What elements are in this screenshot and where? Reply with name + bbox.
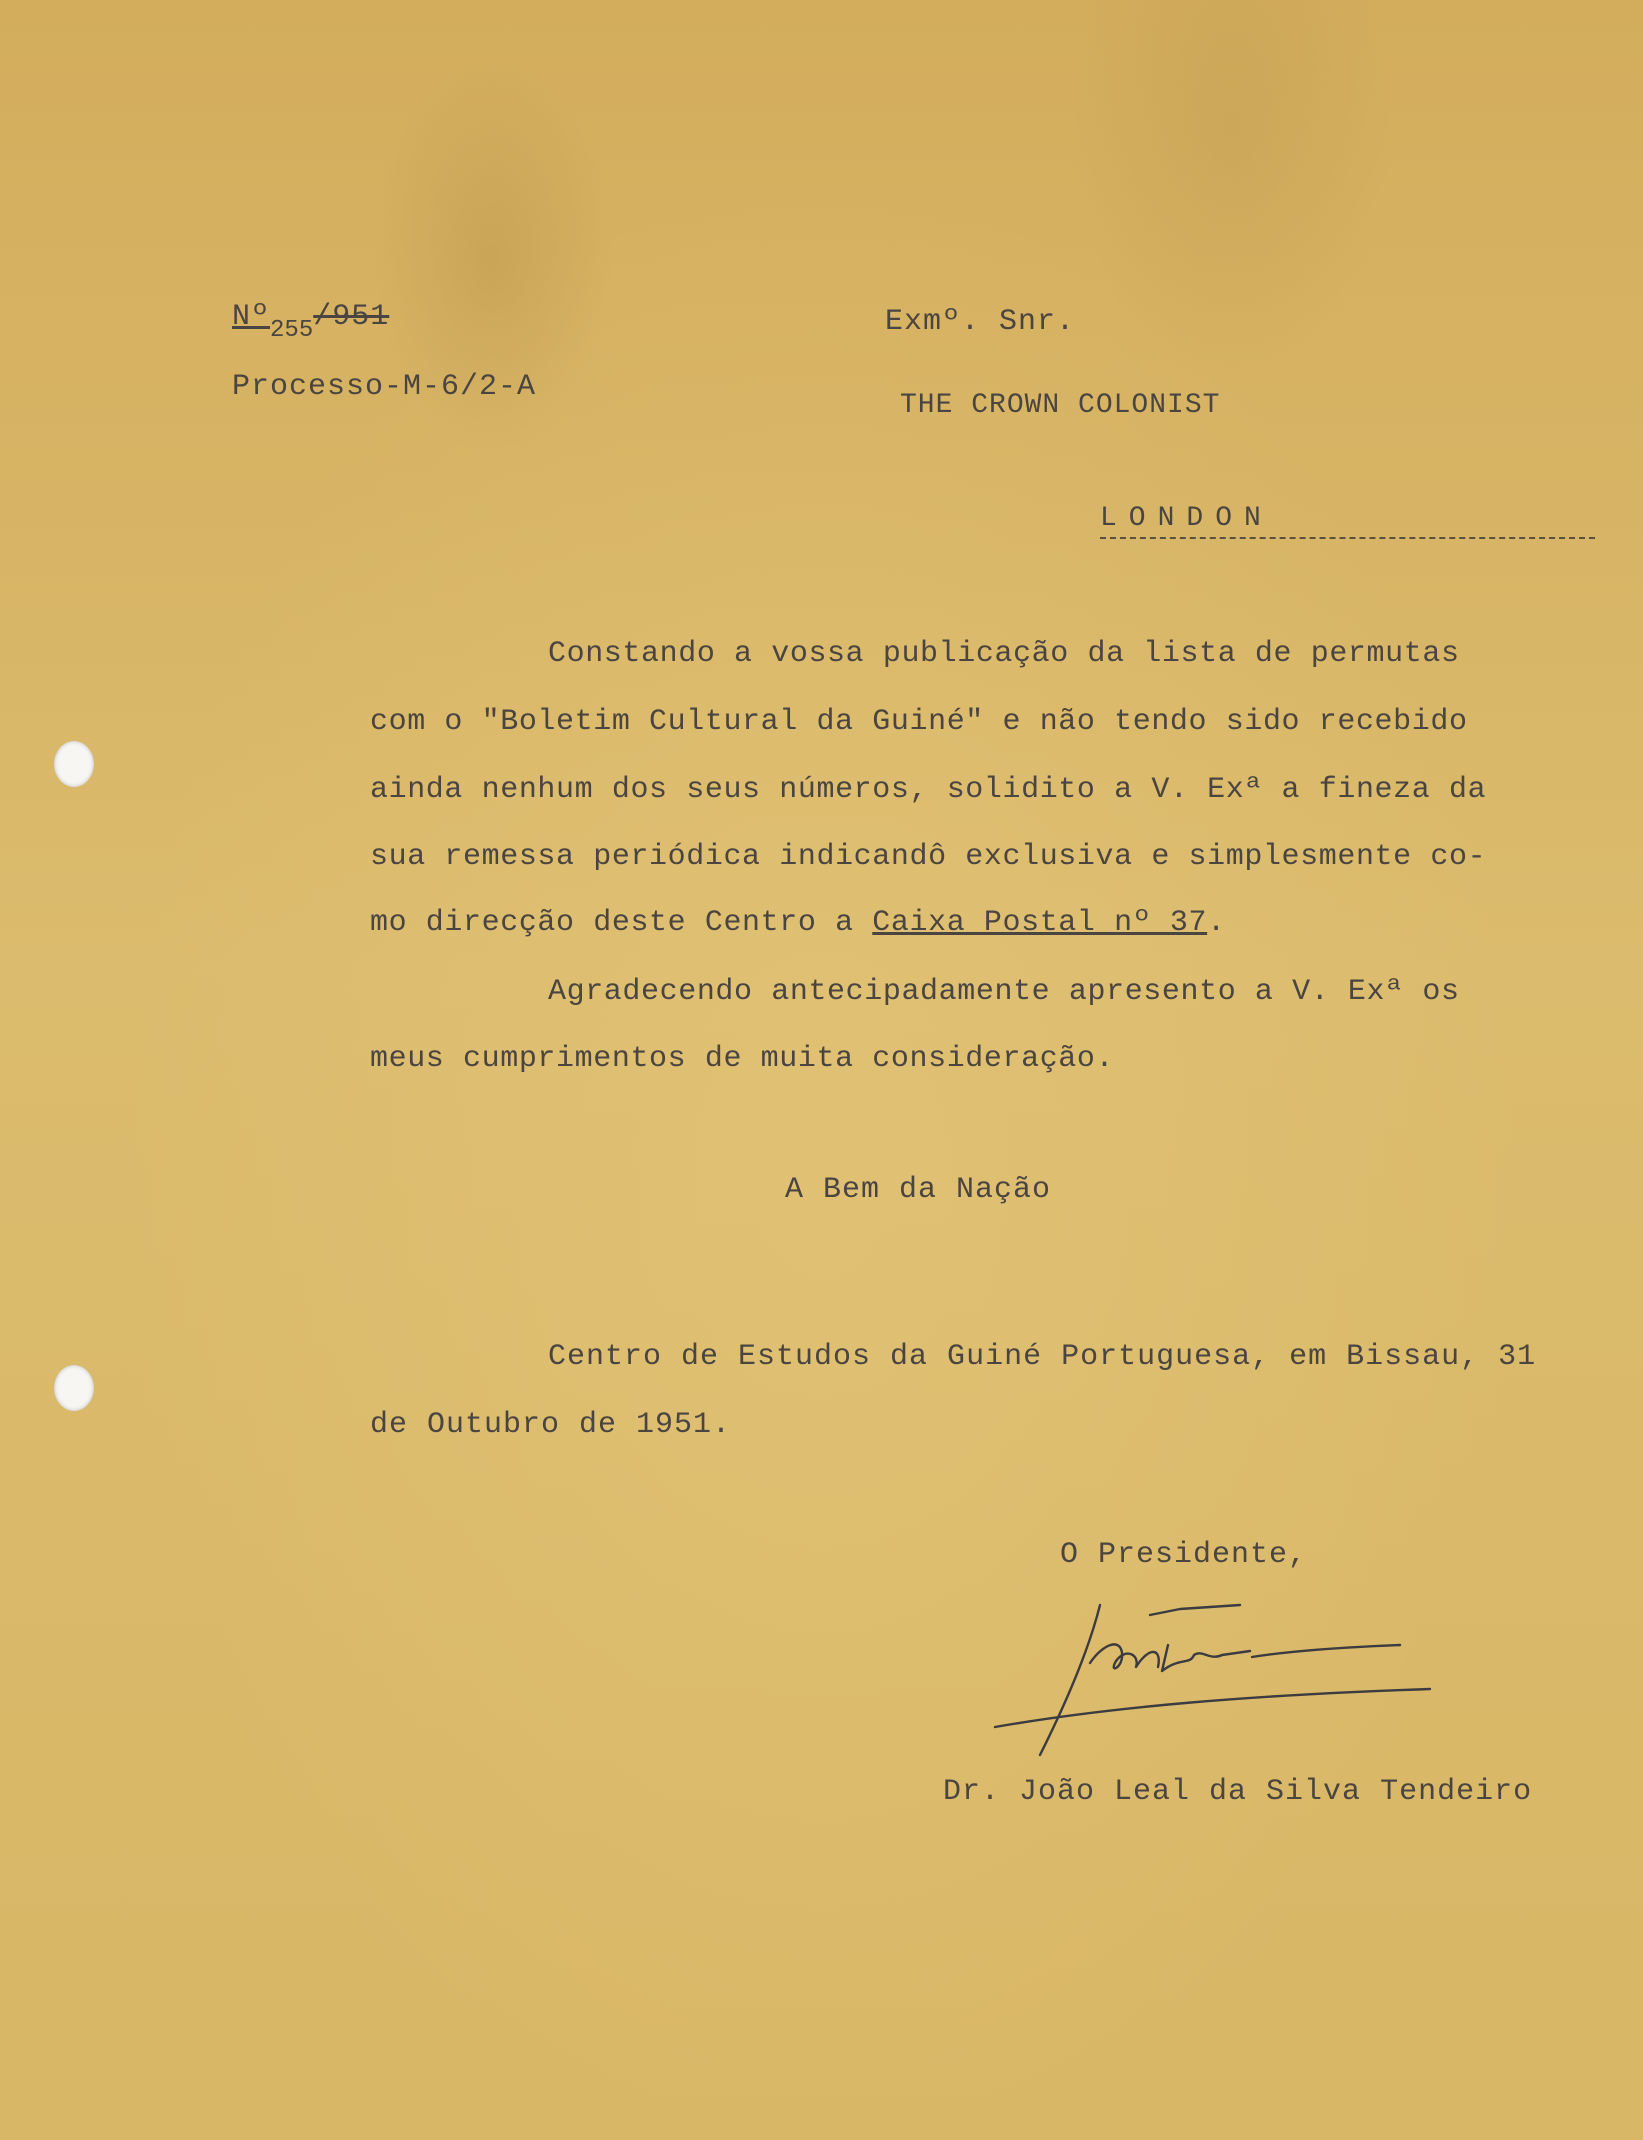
punch-hole-bottom (54, 1365, 94, 1411)
signatory-name: Dr. João Leal da Silva Tendeiro (943, 1775, 1533, 1809)
body-line-6: Agradecendo antecipadamente apresento a V. Exª os (548, 975, 1460, 1009)
reference-number (232, 300, 390, 344)
recipient-name: THE CROWN COLONIST (900, 390, 1221, 421)
salutation: Exmº. Snr. (885, 305, 1076, 339)
place-date-line-2: de Outubro de 1951. (370, 1408, 732, 1442)
body-line-4: sua remessa periódica indicandô exclusiva e simplesmente co- (370, 840, 1487, 874)
city-underline (1100, 537, 1595, 539)
body-line-5-suffix: . (1207, 906, 1226, 940)
reference-year: /951 (313, 300, 390, 334)
punch-hole-top (54, 741, 94, 787)
body-line-1: Constando a vossa publicação da lista de permutas (548, 637, 1460, 671)
body-line-5-prefix: mo direcção deste Centro a (370, 906, 873, 940)
motto: A Bem da Nação (785, 1173, 1052, 1207)
reference-prefix: Nº (232, 300, 271, 334)
body-line-5 (370, 906, 1226, 940)
process-code: Processo-M-6/2-A (232, 370, 537, 404)
body-line-3: ainda nenhum dos seus números, solidito a V. Exª a fineza da (370, 773, 1487, 807)
closing-title: O Presidente, (1060, 1538, 1308, 1572)
postal-box: Caixa Postal nº 37 (872, 906, 1208, 940)
handwritten-signature (990, 1575, 1440, 1765)
body-line-7: meus cumprimentos de muita consideração. (370, 1042, 1115, 1076)
reference-digits: 255 (270, 317, 314, 344)
place-date-line-1: Centro de Estudos da Guiné Portuguesa, em Bissau, 31 (548, 1340, 1537, 1374)
recipient-city: LONDON (1100, 503, 1273, 534)
body-line-2: com o "Boletim Cultural da Guiné" e não tendo sido recebido (370, 705, 1468, 739)
